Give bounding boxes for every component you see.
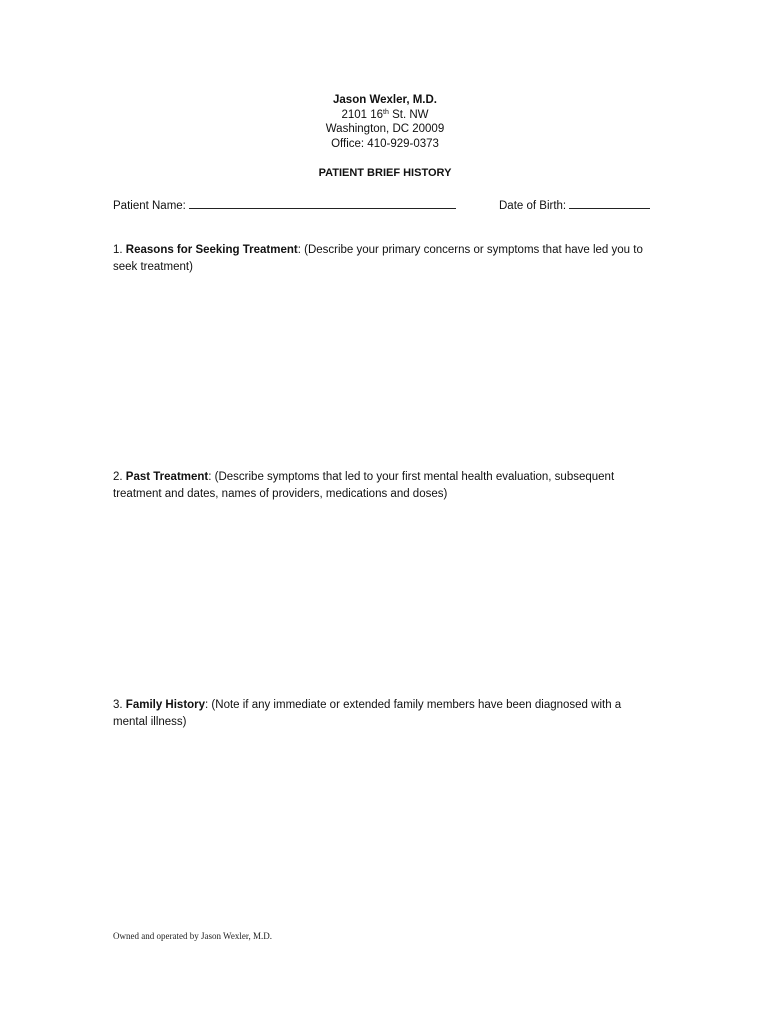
patient-name-label: Patient Name: [113,200,186,212]
form-title: PATIENT BRIEF HISTORY [318,167,452,179]
patient-name-field [113,198,456,212]
date-of-birth-label: Date of Birth: [499,200,567,212]
date-of-birth-field [499,198,650,212]
section-heading: Family History [125,699,206,711]
address-ordinal-suffix: th [383,108,389,116]
address-street: St. NW [388,108,429,121]
doctor-name: Jason Wexler, M.D. [333,94,437,106]
section-number: 2. [113,471,126,483]
section-heading: Past Treatment [125,471,209,483]
section-number: 3. [113,699,126,711]
office-phone: Office: 410-929-0373 [331,137,439,150]
patient-name-blank[interactable] [189,198,456,209]
section-past-treatment [113,469,658,502]
address-number: 2101 16 [341,108,384,121]
section-description: : (Note if any immediate or extended family members have been diagnosed with a mental illness) [113,699,622,728]
section-reasons-for-treatment [113,242,658,275]
section-family-history [113,697,658,730]
street-address [0,108,770,123]
footer-text: Owned and operated by Jason Wexler, M.D. [113,931,272,941]
section-heading: Reasons for Seeking Treatment [125,244,298,256]
letterhead [0,93,770,151]
section-number: 1. [113,244,126,256]
section-description: : (Describe symptoms that led to your first mental health evaluation, subsequent treatment and dates, names of providers, medications and doses) [113,471,615,500]
city-line: Washington, DC 20009 [325,123,445,135]
section-description: : (Describe your primary concerns or symptoms that have led you to seek treatment) [113,244,643,273]
patient-info-fields [113,198,658,214]
date-of-birth-blank[interactable] [569,198,650,209]
